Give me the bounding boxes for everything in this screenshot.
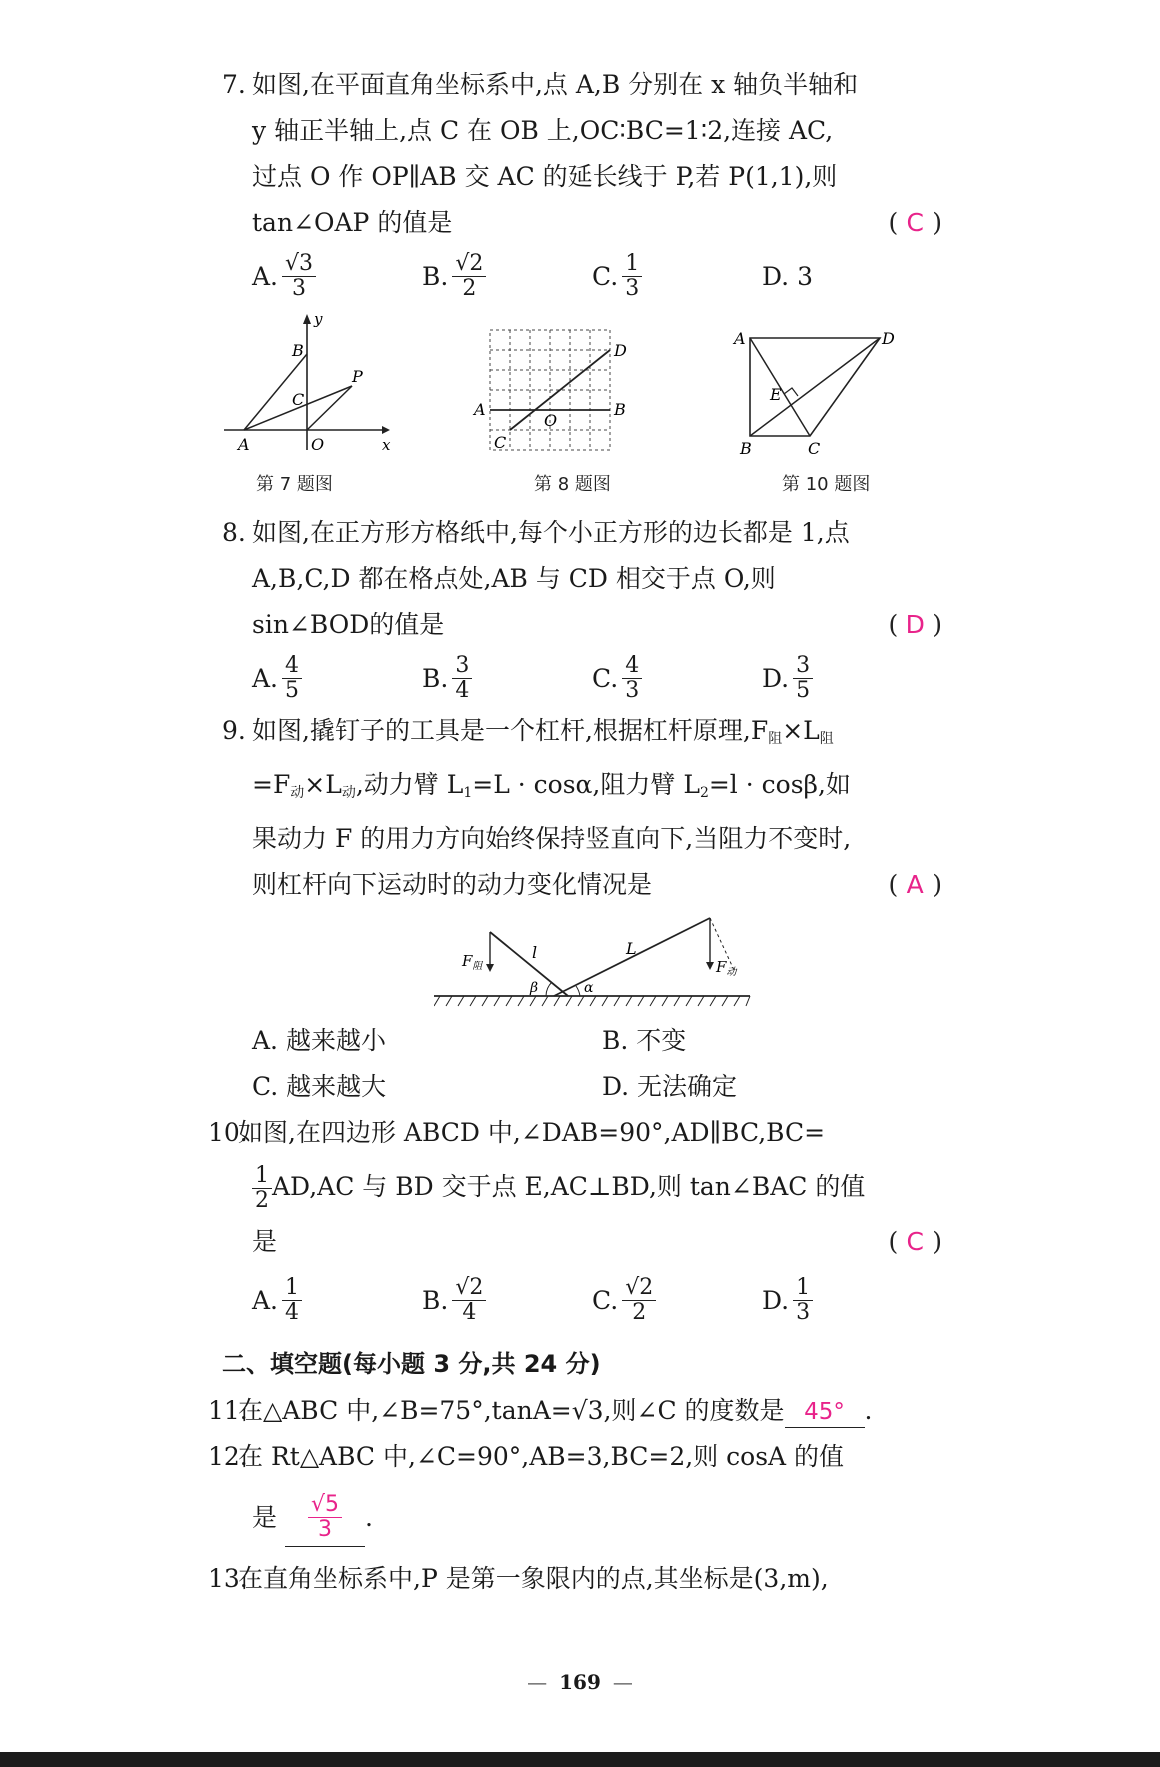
question-text: =F [252,770,291,799]
figure-8-diagram [470,322,645,462]
option-d: D. $\frac{1}{3}$ [762,1276,932,1325]
subscript: 2 [699,785,709,801]
bottom-bar [0,1752,1160,1767]
page-number [0,1670,1160,1694]
figure-10-diagram [720,328,900,458]
fig9-label-alpha: α [584,980,594,996]
question-8 [222,510,942,648]
figures-row [222,310,942,510]
section-heading: 二、填空题(每小题 3 分,共 24 分) [222,1350,601,1378]
subscript: 动 [290,785,305,801]
question-text: sin∠BOD的值是 [252,610,445,639]
fig7-label-b: B [292,341,304,360]
question-number: 12. [208,1442,248,1471]
question-text: ×L [304,770,342,799]
option-c: C. $\frac{4}{3}$ [592,654,762,703]
answer-paren: ( A ) [888,862,942,908]
question-text: =l · cosβ,如 [708,770,851,799]
question-text: 在 Rt△ABC 中,∠C=90°,AB=3,BC=2,则 cosA 的值 [238,1442,845,1471]
options-row [222,1266,942,1334]
fig9-label-f-dong: $F_动$ [716,958,737,978]
question-text: 如图,在平面直角坐标系中,点 A,B 分别在 x 轴负半轴和 [252,70,859,99]
option-c: C. $\frac{1}{3}$ [592,252,762,301]
question-number: 11. [208,1396,248,1425]
fig7-label-a: A [238,435,250,454]
page-content [208,62,942,1602]
subscript: 动 [341,785,356,801]
options-row [222,648,942,708]
question-text: 是 [252,1227,278,1256]
option-a: A. $\frac{4}{5}$ [252,654,422,703]
option-d: D. $\frac{3}{5}$ [762,654,932,703]
fig8-label-c: C [494,433,507,452]
figure-8-caption: 第 8 题图 [534,474,611,495]
question-text: A,B,C,D 都在格点处,AB 与 CD 相交于点 O,则 [252,564,776,593]
question-text: 在直角坐标系中,P 是第一象限内的点,其坐标是(3,m), [238,1564,829,1593]
page-number-value: 169 [559,1670,601,1694]
answer-mark: C [906,1227,924,1256]
question-10 [208,1110,942,1266]
figure-7-caption: 第 7 题图 [256,474,333,495]
fig9-label-l: l [532,943,538,962]
fig9-label-big-l: L [626,939,637,958]
answer-blank: 45° [785,1397,865,1428]
question-number: 9. [222,716,246,745]
question-text: =L · cosα,阻力臂 L [472,770,700,799]
answer-mark: A [906,870,924,899]
fig10-label-d: D [882,329,895,348]
question-13 [208,1556,942,1602]
figure-7-diagram [222,310,392,460]
figure-10-caption: 第 10 题图 [782,474,871,495]
option-b: B. 不变 [602,1026,687,1055]
fig9-label-f-zu: $F_阻$ [462,952,483,972]
question-9 [222,708,942,908]
fig10-label-b: B [740,439,752,458]
question-text: ,动力臂 L [355,770,464,799]
option-b: B. $\frac{3}{4}$ [422,654,592,703]
answer-mark: D [905,610,925,639]
fraction-denominator: 2 [255,1188,269,1213]
fig7-label-c: C [292,390,305,409]
question-text: 过点 O 作 OP∥AB 交 AC 的延长线于 P,若 P(1,1),则 [252,162,838,191]
option-d: D. 无法确定 [602,1072,738,1101]
question-number: 10. [208,1118,248,1147]
option-b: B. $\frac{√2}{2}$ [422,252,592,301]
question-text: 则杠杆向下运动时的动力变化情况是 [252,870,653,899]
answer-blank: $\frac{√5}{3}$ [285,1493,365,1547]
fig10-label-c: C [808,439,821,458]
dash: — [612,1670,633,1694]
question-number: 13. [208,1564,248,1593]
fig8-label-d: D [614,341,627,360]
question-text: 如图,撬钉子的工具是一个杠杆,根据杠杆原理,F [252,716,769,745]
option-a: A. 越来越小 [252,1026,386,1055]
question-12 [208,1434,942,1556]
question-text: 如图,在正方形方格纸中,每个小正方形的边长都是 1,点 [252,518,850,547]
question-11 [208,1388,942,1434]
question-text: 在△ABC 中,∠B=75°,tanA=√3,则∠C 的度数是 [238,1396,785,1425]
option-c: C. 越来越大 [252,1072,387,1101]
answer-paren: ( D ) [888,602,942,648]
answer-mark: C [906,208,924,237]
option-d: D. 3 [762,261,813,291]
question-text: ×L [782,716,820,745]
question-number: 7. [222,70,246,99]
answer-paren: ( C ) [888,1218,942,1266]
option-a: A. $\frac{1}{4}$ [252,1276,422,1325]
fig8-label-o: O [544,411,558,430]
question-text: AD,AC 与 BD 交于点 E,AC⊥BD,则 tan∠BAC 的值 [272,1172,866,1201]
fig7-label-y: y [314,310,323,328]
fig8-label-a: A [474,400,486,419]
question-text: 果动力 F 的用力方向始终保持竖直向下,当阻力不变时, [252,824,852,853]
subscript: 阻 [819,731,834,747]
options-row [222,246,942,306]
punctuation: . [864,1396,873,1425]
fig7-label-o: O [311,435,325,454]
question-7 [222,62,942,246]
fig7-label-x: x [382,436,391,454]
question-number: 8. [222,518,246,547]
question-text: y 轴正半轴上,点 C 在 OB 上,OC∶BC=1∶2,连接 AC, [252,116,834,145]
subscript: 阻 [768,731,783,747]
question-text: 如图,在四边形 ABCD 中,∠DAB=90°,AD∥BC,BC= [238,1118,826,1147]
fig10-label-e: E [770,385,782,404]
fig8-label-b: B [614,400,626,419]
subscript: 1 [463,785,473,801]
dash: — [527,1670,548,1694]
figure-9-diagram [434,914,754,1014]
fraction-numerator: 1 [252,1164,272,1189]
question-text: tan∠OAP 的值是 [252,208,453,237]
fig10-label-a: A [734,329,746,348]
options-grid [222,1018,942,1110]
fig7-label-p: P [352,367,363,386]
punctuation: . [364,1503,373,1532]
option-c: C. $\frac{√2}{2}$ [592,1276,762,1325]
option-b: B. $\frac{√2}{4}$ [422,1276,592,1325]
question-text: 是 [252,1503,278,1532]
fig9-label-beta: β [530,980,539,996]
option-a: A. $\frac{√3}{3}$ [252,252,422,301]
answer-paren: ( C ) [888,200,942,246]
